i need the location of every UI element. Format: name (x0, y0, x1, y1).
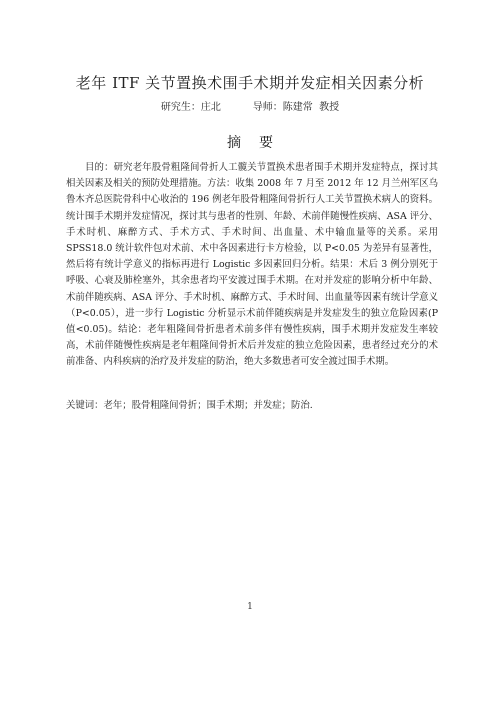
page-number: 1 (247, 602, 253, 612)
abstract-heading: 摘要 (227, 135, 291, 151)
page-title: 老年 ITF 关节置换术围手术期并发症相关因素分析 (75, 74, 425, 92)
author-byline: 研究生：庄北 导师：陈建常 教授 (160, 102, 340, 113)
abstract-body: 目的：研究老年股骨粗隆间骨折人工髋关节置换术患者围手术期并发症特点，探讨其相关因素及相关的预防处理措施。方法：收集 2008 年 7 月至 2012 年 12 月兰州军区乌鲁木齐总医院骨科中心收治的 196 例老年股骨粗隆间骨折行人工关节置换术病人的资料。统计围手术期并发症情况，探讨其与患者的性别、年龄、术前伴随慢性疾病、ASA 评分、手术时机、麻醉方式、手术方式、手术时间、出血量、术中输血量等的关系。采用 SPSS18.0 统计软件包对术前、术中各因素进行卡方检验，以 P<0.05 为差异有显著性，然后将有统计学意义的指标再进行 Logistic 多因素回归分析。结果：术后 3 例分别死于呼吸、心衰及肺栓塞外，其余患者均平安渡过围手术期。在对并发症的影响分析中年龄、术前伴随疾病、ASA 评分、手术时机、麻醉方式、手术时间、出血量等因素有统计学意义（P<0.05），进一步行 Logistic 分析显示术前伴随疾病是并发症发生的独立危险因素(P 值<0.05)。结论：老年粗隆间骨折患者术前多伴有慢性疾病，围手术期并发症发生率较高，术前伴随慢性疾病是老年粗隆间骨折术后并发症的独立危险因素，患者经过充分的术前准备、内科疾病的治疗及并发症的防治，绝大多数患者可安全渡过围手术期。 (66, 162, 438, 368)
keywords-line: 关键词：老年；股骨粗隆间骨折；围手术期；并发症；防治. (66, 400, 313, 411)
